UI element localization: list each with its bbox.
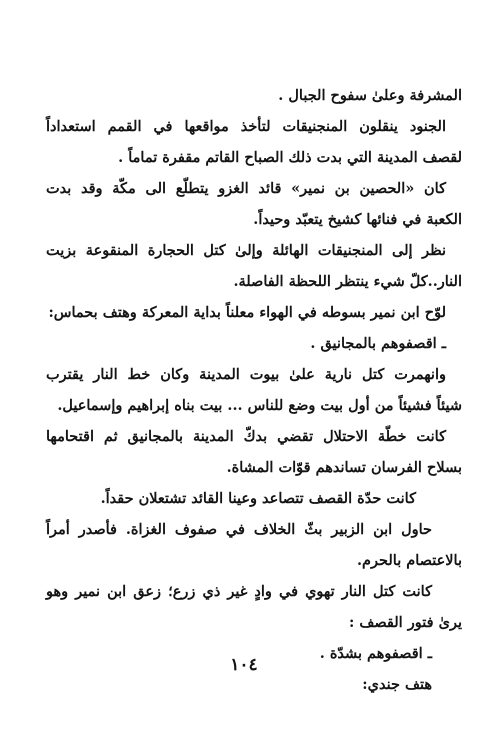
text-line: بسلاح الفرسان تساندهم قوّات المشاة. [226, 459, 462, 476]
page-number: ١٠٤ [230, 655, 258, 675]
text-line: لوّح ابن نمير بسوطه في الهواء معلناً بداية المعركة وهتف بحماس: [48, 304, 446, 321]
text-line: بالاعتصام بالحرم. [356, 552, 462, 569]
body-text [46, 80, 462, 700]
text-line: الجنود ينقلون المنجنيقات لتأخذ مواقعها في القمم استعداداً [46, 118, 446, 135]
text-line: شيئاً فشيئاً من أول بيت وضع للناس ... بيت بناه إبراهيم وإسماعيل. [57, 397, 462, 414]
text-line: المشرفة وعلىٰ سفوح الجبال . [278, 87, 462, 104]
text-line: الكعبة في فنائها كشيخ يتعبّد وحيداً. [253, 211, 462, 228]
text-line: وانهمرت كتل نارية علىٰ بيوت المدينة وكان خط النار يقترب [46, 366, 446, 383]
text-line: كانت حدّة القصف تتصاعد وعينا القائد تشتعلان حقداً. [100, 490, 416, 507]
text-line: لقصف المدينة التي بدت ذلك الصباح القاتم مقفرة تماماً . [118, 149, 462, 166]
text-line: كانت كتل النار تهوي في وادٍ غير ذي زرع؛ زعق ابن نمير وهو [46, 583, 432, 600]
text-line: ـ اقصفوهم بشدّة . [319, 645, 432, 662]
text-line: يرىٰ فتور القصف : [348, 614, 462, 631]
text-line: هتف جندي: [362, 676, 432, 693]
text-line: ـ اقصفوهم بالمجانيق . [310, 335, 446, 352]
text-line: كان «الحصين بن نمير» قائد الغزو يتطلّع الى مكّة وقد بدت [46, 180, 446, 197]
text-line: حاول ابن الزبير بثّ الخلاف في صفوف الغزاة. فأصدر أمراً [46, 521, 432, 538]
text-line: نظر إلى المنجنيقات الهائلة وإلىٰ كتل الحجارة المنقوعة بزيت [46, 242, 446, 259]
text-line: كانت خطّة الاحتلال تقضي بدكّ المدينة بالمجانيق ثم اقتحامها [46, 428, 446, 445]
text-line: النار..كلّ شيء ينتظر اللحظة الفاصلة. [233, 273, 462, 290]
